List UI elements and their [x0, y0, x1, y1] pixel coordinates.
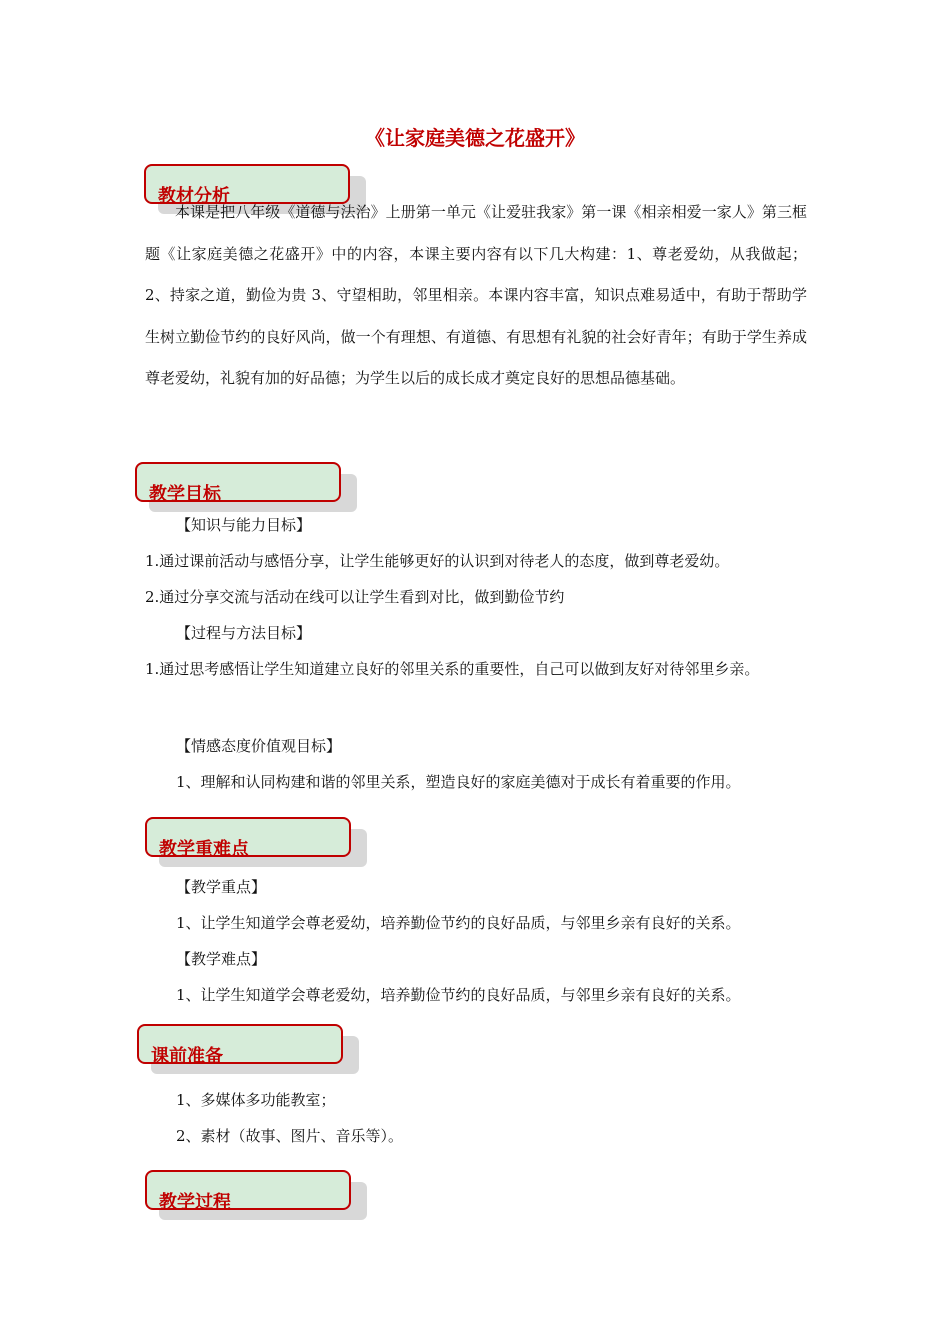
- knowledge-objective-2: 2.通过分享交流与活动在线可以让学生看到对比，做到勤俭节约: [145, 588, 565, 606]
- section-heading-process: [145, 1170, 370, 1222]
- section-heading-keypoints: [145, 817, 370, 869]
- difficulty-1: 1、让学生知道学会尊老爱幼，培养勤俭节约的良好品质，与邻里乡亲有良好的关系。: [176, 986, 741, 1004]
- analysis-paragraph: 本课是把八年级《道德与法治》上册第一单元《让爱驻我家》第一课《相亲相爱一家人》第三框题《让家庭美德之花盛开》中的内容，本课主要内容有以下几大构建：1、尊老爱幼，从我做起；2、持家之道，勤俭为贵 3、守望相助，邻里相亲。本课内容丰富，知识点难易适中，有助于帮助学生树立勤俭节约的良好风尚，做一个有理想、有道德、有思想有礼貌的社会好青年；有助于学生养成尊老爱幼，礼貌有加的好品德；为学生以后的成长成才奠定良好的思想品德基础。: [145, 203, 807, 387]
- knowledge-objective-label: 【知识与能力目标】: [176, 516, 312, 534]
- process-objective-label: 【过程与方法目标】: [176, 624, 312, 642]
- process-objective-1: 1.通过思考感悟让学生知道建立良好的邻里关系的重要性，自己可以做到友好对待邻里乡亲。: [145, 660, 760, 678]
- preparation-item-2: 2、素材（故事、图片、音乐等）。: [176, 1127, 404, 1145]
- heading-label: 教学重难点: [159, 839, 249, 860]
- heading-label: 教学过程: [159, 1192, 231, 1213]
- heading-label: 教学目标: [149, 484, 221, 505]
- knowledge-objective-1: 1.通过课前活动与感悟分享，让学生能够更好的认识到对待老人的态度，做到尊老爱幼。: [145, 552, 730, 570]
- document-title: 《让家庭美德之花盛开》: [365, 126, 585, 150]
- heading-label: 教材分析: [158, 186, 230, 207]
- section-heading-preparation: [137, 1024, 362, 1076]
- section-heading-objectives: [135, 462, 360, 514]
- difficulty-label: 【教学难点】: [176, 950, 267, 968]
- heading-label: 课前准备: [151, 1046, 223, 1067]
- emotion-objective-1: 1、理解和认同构建和谐的邻里关系，塑造良好的家庭美德对于成长有着重要的作用。: [176, 773, 741, 791]
- preparation-item-1: 1、多媒体多功能教室；: [176, 1091, 336, 1109]
- key-point-label: 【教学重点】: [176, 878, 267, 896]
- emotion-objective-label: 【情感态度价值观目标】: [176, 737, 342, 755]
- key-point-1: 1、让学生知道学会尊老爱幼，培养勤俭节约的良好品质，与邻里乡亲有良好的关系。: [176, 914, 741, 932]
